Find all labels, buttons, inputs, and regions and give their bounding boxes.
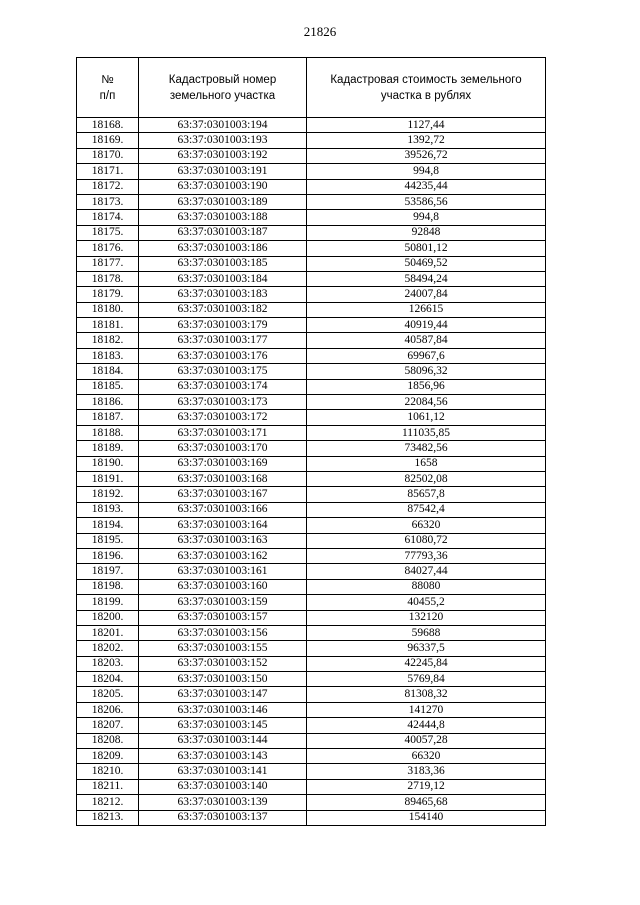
table-row (77, 533, 546, 548)
cell-cadastral-value: 53586,56 (307, 194, 546, 209)
table-row (77, 425, 546, 440)
cell-cadastral-value: 994,8 (307, 164, 546, 179)
cell-row-number: 18209. (77, 749, 139, 764)
cell-cadastral-value: 58494,24 (307, 271, 546, 286)
cell-row-number: 18182. (77, 333, 139, 348)
table-row (77, 810, 546, 825)
cell-cadastral-number: 63:37:0301003:144 (139, 733, 307, 748)
cell-cadastral-value: 42245,84 (307, 656, 546, 671)
cell-row-number: 18176. (77, 241, 139, 256)
cell-row-number: 18177. (77, 256, 139, 271)
table-row (77, 579, 546, 594)
table-row (77, 441, 546, 456)
table-row (77, 471, 546, 486)
cell-cadastral-value: 66320 (307, 749, 546, 764)
cell-cadastral-value: 1392,72 (307, 133, 546, 148)
header-cadastral-value-label: Кадастровая стоимость земельного участка в рублях (330, 73, 522, 102)
cell-row-number: 18185. (77, 379, 139, 394)
cell-cadastral-value: 77793,36 (307, 548, 546, 563)
table-row (77, 672, 546, 687)
cell-cadastral-number: 63:37:0301003:191 (139, 164, 307, 179)
cell-cadastral-number: 63:37:0301003:187 (139, 225, 307, 240)
header-cadastral-number (139, 58, 307, 118)
table-row (77, 164, 546, 179)
table-row (77, 456, 546, 471)
cell-cadastral-value: 132120 (307, 610, 546, 625)
cell-cadastral-value: 22084,56 (307, 395, 546, 410)
cell-cadastral-number: 63:37:0301003:170 (139, 441, 307, 456)
cell-cadastral-value: 40919,44 (307, 318, 546, 333)
cell-row-number: 18168. (77, 118, 139, 133)
cell-cadastral-value: 44235,44 (307, 179, 546, 194)
cell-cadastral-number: 63:37:0301003:140 (139, 779, 307, 794)
cell-cadastral-value: 1061,12 (307, 410, 546, 425)
table-row (77, 564, 546, 579)
cell-cadastral-value: 994,8 (307, 210, 546, 225)
cell-row-number: 18212. (77, 795, 139, 810)
table-row (77, 210, 546, 225)
cell-cadastral-number: 63:37:0301003:185 (139, 256, 307, 271)
cell-row-number: 18186. (77, 395, 139, 410)
cell-row-number: 18173. (77, 194, 139, 209)
table-row (77, 764, 546, 779)
table-row (77, 410, 546, 425)
header-number (77, 58, 139, 118)
cell-cadastral-number: 63:37:0301003:192 (139, 148, 307, 163)
cell-cadastral-number: 63:37:0301003:160 (139, 579, 307, 594)
table-row (77, 241, 546, 256)
cell-cadastral-value: 96337,5 (307, 641, 546, 656)
cell-cadastral-number: 63:37:0301003:179 (139, 318, 307, 333)
cell-cadastral-number: 63:37:0301003:183 (139, 287, 307, 302)
cell-cadastral-number: 63:37:0301003:137 (139, 810, 307, 825)
cell-row-number: 18188. (77, 425, 139, 440)
table-row (77, 625, 546, 640)
cell-cadastral-value: 111035,85 (307, 425, 546, 440)
cell-row-number: 18172. (77, 179, 139, 194)
table-row (77, 271, 546, 286)
cell-cadastral-value: 2719,12 (307, 779, 546, 794)
cell-cadastral-value: 84027,44 (307, 564, 546, 579)
cell-cadastral-value: 88080 (307, 579, 546, 594)
cell-cadastral-number: 63:37:0301003:146 (139, 702, 307, 717)
table-row (77, 302, 546, 317)
header-number-label: № п/п (99, 73, 116, 102)
cell-cadastral-number: 63:37:0301003:184 (139, 271, 307, 286)
cell-cadastral-number: 63:37:0301003:193 (139, 133, 307, 148)
cell-row-number: 18169. (77, 133, 139, 148)
cell-cadastral-value: 69967,6 (307, 348, 546, 363)
table-row (77, 518, 546, 533)
cell-cadastral-number: 63:37:0301003:152 (139, 656, 307, 671)
table-row (77, 318, 546, 333)
table-row (77, 656, 546, 671)
table-row (77, 133, 546, 148)
cell-cadastral-number: 63:37:0301003:167 (139, 487, 307, 502)
cell-row-number: 18196. (77, 548, 139, 563)
cell-cadastral-number: 63:37:0301003:172 (139, 410, 307, 425)
cell-row-number: 18201. (77, 625, 139, 640)
table-row (77, 733, 546, 748)
cell-row-number: 18192. (77, 487, 139, 502)
cell-cadastral-number: 63:37:0301003:141 (139, 764, 307, 779)
cell-cadastral-number: 63:37:0301003:163 (139, 533, 307, 548)
cell-cadastral-number: 63:37:0301003:175 (139, 364, 307, 379)
cell-row-number: 18206. (77, 702, 139, 717)
cell-cadastral-number: 63:37:0301003:161 (139, 564, 307, 579)
cell-cadastral-value: 89465,68 (307, 795, 546, 810)
cell-row-number: 18203. (77, 656, 139, 671)
table-row (77, 749, 546, 764)
cell-cadastral-value: 1127,44 (307, 118, 546, 133)
cell-row-number: 18175. (77, 225, 139, 240)
cell-cadastral-value: 5769,84 (307, 672, 546, 687)
table-row (77, 194, 546, 209)
table-row (77, 379, 546, 394)
cell-row-number: 18200. (77, 610, 139, 625)
cell-row-number: 18198. (77, 579, 139, 594)
cell-cadastral-number: 63:37:0301003:182 (139, 302, 307, 317)
cell-cadastral-value: 50801,12 (307, 241, 546, 256)
cell-row-number: 18207. (77, 718, 139, 733)
cell-row-number: 18197. (77, 564, 139, 579)
cell-cadastral-value: 154140 (307, 810, 546, 825)
cell-cadastral-number: 63:37:0301003:157 (139, 610, 307, 625)
cell-cadastral-value: 61080,72 (307, 533, 546, 548)
table-row (77, 610, 546, 625)
table-row (77, 395, 546, 410)
table-row (77, 779, 546, 794)
table-row (77, 148, 546, 163)
cell-cadastral-number: 63:37:0301003:166 (139, 502, 307, 517)
cell-cadastral-number: 63:37:0301003:174 (139, 379, 307, 394)
cell-cadastral-number: 63:37:0301003:159 (139, 595, 307, 610)
table-row (77, 702, 546, 717)
cell-cadastral-number: 63:37:0301003:162 (139, 548, 307, 563)
cell-cadastral-number: 63:37:0301003:177 (139, 333, 307, 348)
cell-cadastral-value: 87542,4 (307, 502, 546, 517)
cell-cadastral-value: 73482,56 (307, 441, 546, 456)
cell-cadastral-number: 63:37:0301003:169 (139, 456, 307, 471)
cell-cadastral-value: 66320 (307, 518, 546, 533)
header-cadastral-number-label: Кадастровый номер земельного участка (168, 73, 277, 102)
cell-cadastral-number: 63:37:0301003:150 (139, 672, 307, 687)
cell-cadastral-value: 40057,28 (307, 733, 546, 748)
cell-row-number: 18179. (77, 287, 139, 302)
cell-cadastral-number: 63:37:0301003:190 (139, 179, 307, 194)
cell-row-number: 18189. (77, 441, 139, 456)
cell-cadastral-value: 3183,36 (307, 764, 546, 779)
table-row (77, 595, 546, 610)
cell-row-number: 18204. (77, 672, 139, 687)
cell-row-number: 18184. (77, 364, 139, 379)
cell-cadastral-value: 85657,8 (307, 487, 546, 502)
cell-row-number: 18213. (77, 810, 139, 825)
cell-cadastral-number: 63:37:0301003:186 (139, 241, 307, 256)
table-row (77, 795, 546, 810)
cadastral-table (76, 57, 546, 826)
cell-cadastral-value: 40587,84 (307, 333, 546, 348)
table-row (77, 502, 546, 517)
cell-cadastral-number: 63:37:0301003:139 (139, 795, 307, 810)
cell-row-number: 18211. (77, 779, 139, 794)
cell-row-number: 18174. (77, 210, 139, 225)
cell-row-number: 18180. (77, 302, 139, 317)
table-row (77, 118, 546, 133)
page-number: 21826 (303, 24, 337, 39)
cell-row-number: 18183. (77, 348, 139, 363)
cell-row-number: 18193. (77, 502, 139, 517)
cell-row-number: 18171. (77, 164, 139, 179)
cell-cadastral-value: 81308,32 (307, 687, 546, 702)
cell-cadastral-number: 63:37:0301003:168 (139, 471, 307, 486)
table-row (77, 487, 546, 502)
cell-cadastral-number: 63:37:0301003:173 (139, 395, 307, 410)
cell-cadastral-number: 63:37:0301003:188 (139, 210, 307, 225)
cell-cadastral-number: 63:37:0301003:194 (139, 118, 307, 133)
cell-row-number: 18205. (77, 687, 139, 702)
cell-cadastral-value: 40455,2 (307, 595, 546, 610)
table-row (77, 225, 546, 240)
cell-cadastral-number: 63:37:0301003:189 (139, 194, 307, 209)
cell-cadastral-number: 63:37:0301003:155 (139, 641, 307, 656)
table-row (77, 287, 546, 302)
cell-cadastral-value: 24007,84 (307, 287, 546, 302)
table-row (77, 333, 546, 348)
cell-cadastral-value: 42444,8 (307, 718, 546, 733)
cell-row-number: 18194. (77, 518, 139, 533)
table-row (77, 179, 546, 194)
table-row (77, 548, 546, 563)
cell-cadastral-number: 63:37:0301003:171 (139, 425, 307, 440)
cell-cadastral-value: 58096,32 (307, 364, 546, 379)
cell-cadastral-value: 50469,52 (307, 256, 546, 271)
cell-row-number: 18187. (77, 410, 139, 425)
cell-cadastral-value: 126615 (307, 302, 546, 317)
cell-cadastral-number: 63:37:0301003:176 (139, 348, 307, 363)
table-row (77, 687, 546, 702)
cell-row-number: 18199. (77, 595, 139, 610)
cell-cadastral-number: 63:37:0301003:147 (139, 687, 307, 702)
table-row (77, 256, 546, 271)
cell-cadastral-value: 82502,08 (307, 471, 546, 486)
cell-cadastral-value: 1658 (307, 456, 546, 471)
cell-cadastral-value: 39526,72 (307, 148, 546, 163)
cell-row-number: 18202. (77, 641, 139, 656)
cell-cadastral-number: 63:37:0301003:156 (139, 625, 307, 640)
cell-cadastral-number: 63:37:0301003:143 (139, 749, 307, 764)
cell-row-number: 18191. (77, 471, 139, 486)
cell-row-number: 18208. (77, 733, 139, 748)
table-header-row (77, 58, 546, 118)
cell-row-number: 18195. (77, 533, 139, 548)
cell-cadastral-value: 1856,96 (307, 379, 546, 394)
cell-cadastral-value: 141270 (307, 702, 546, 717)
table-body (77, 118, 546, 826)
table-row (77, 641, 546, 656)
cell-cadastral-number: 63:37:0301003:164 (139, 518, 307, 533)
table-row (77, 364, 546, 379)
cell-cadastral-number: 63:37:0301003:145 (139, 718, 307, 733)
cell-row-number: 18181. (77, 318, 139, 333)
cell-cadastral-value: 92848 (307, 225, 546, 240)
cell-row-number: 18170. (77, 148, 139, 163)
header-cadastral-value (307, 58, 546, 118)
cell-row-number: 18178. (77, 271, 139, 286)
table-row (77, 718, 546, 733)
cell-row-number: 18210. (77, 764, 139, 779)
cell-cadastral-value: 59688 (307, 625, 546, 640)
cell-row-number: 18190. (77, 456, 139, 471)
table-row (77, 348, 546, 363)
